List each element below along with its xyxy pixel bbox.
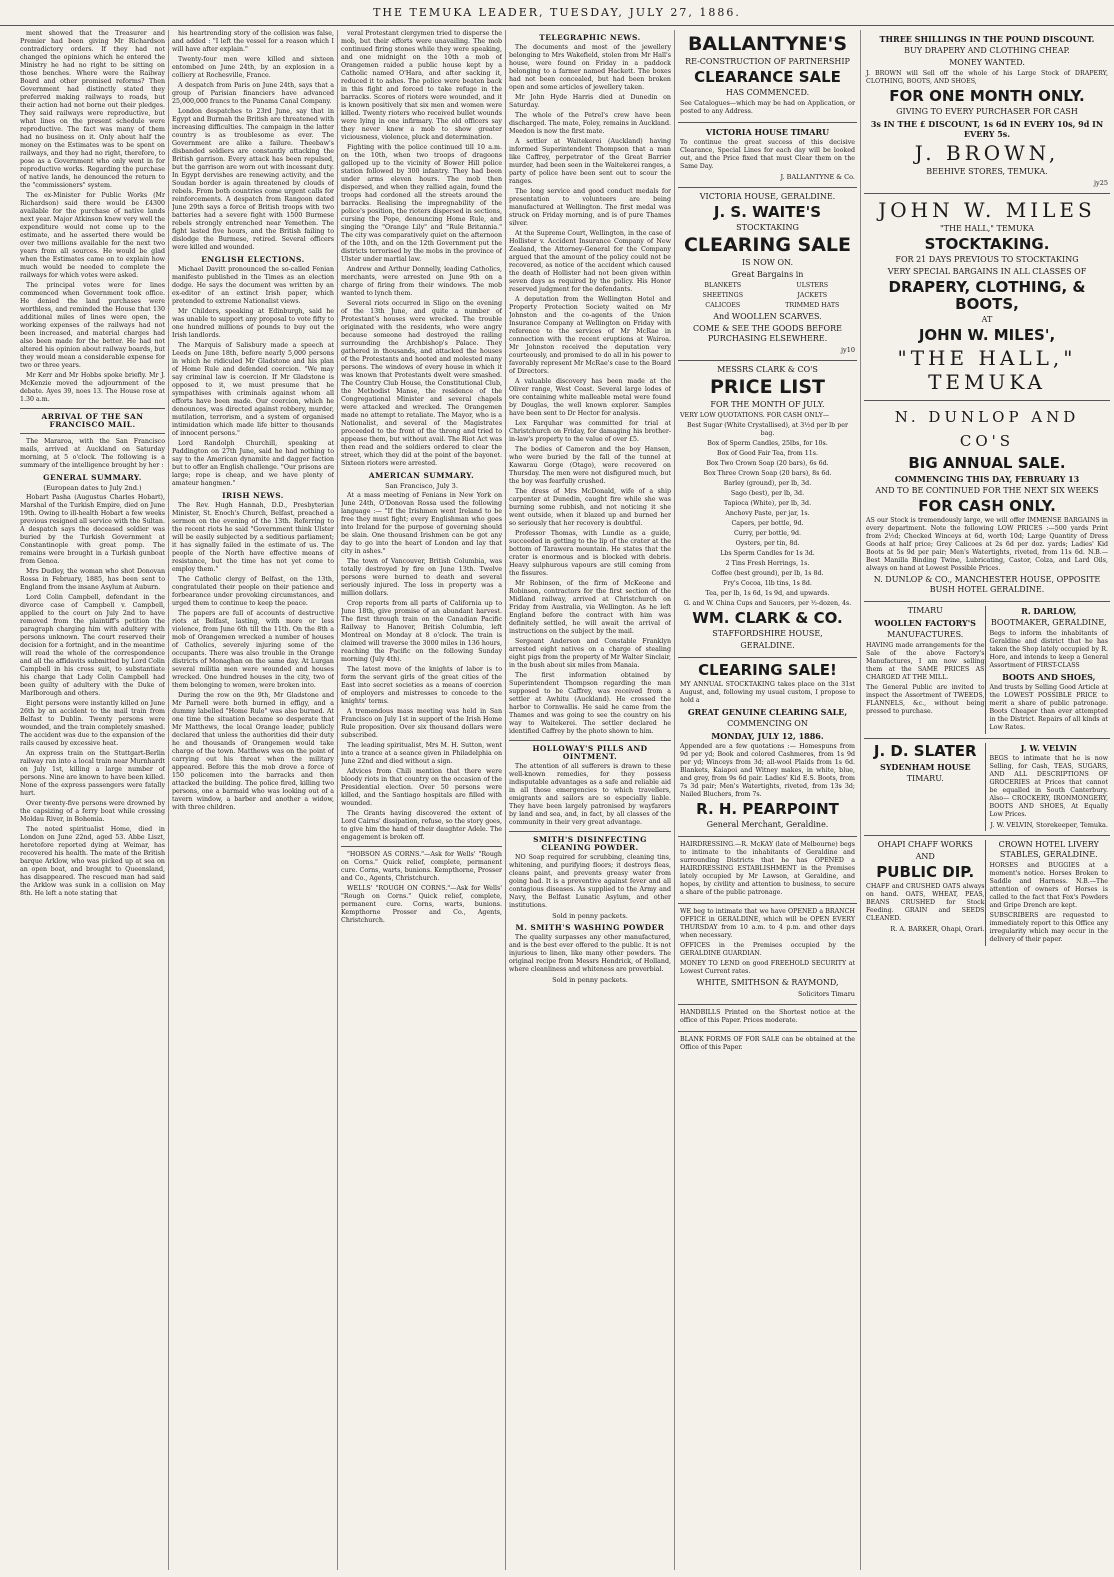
ad-title: STOCKTAKING. bbox=[924, 235, 1050, 253]
ad-line: STAFFORDSHIRE HOUSE, bbox=[712, 629, 823, 638]
list-item: Fry's Cocoa, 1lb tins, 1s 8d. bbox=[723, 580, 812, 587]
list-item: Lbs Sperm Candles for 1s 3d. bbox=[720, 550, 815, 557]
column-1 bbox=[20, 30, 165, 1570]
ad-text: BEGS to intimate that he is now Selling, for Cash, TEAS, SUGARS, AND ALL DESCRIPTIONS OF GROCERIES at Prices that cannot be equalled in South Canterbury. Also— CROCKERY, IRONMONGERY, BOOTS AND SHOES, At Equally Low Prices. bbox=[989, 755, 1108, 818]
price-list bbox=[680, 422, 855, 608]
article-paragraph: Mr Robinson, of the firm of McKeone and Robinson, contractors for the first section of the Midland railway, arrived at Christchurch on Friday from Australia, via Wellington. As he left England before the contract with him was definitely settled, he will await the arrival of instructions on the subject by the mail. bbox=[509, 580, 671, 635]
article-paragraph: The noted spiritualist Home, died in London on June 22nd, aged 53. Abbe Liszt, heretofore reported dying at Weimar, has recovered his health. The mate of the British barque Arklow, who was picked up at sea on an open boat, and brought to Queensland, has disappeared. The rescued man had said the Arklow was sunk in a collision on May 8th. He left a note stating that bbox=[20, 826, 165, 897]
article-paragraph: his heartrending story of the collision was false, and added : "I left the vessel for a reason which I will have after explain." bbox=[172, 30, 334, 53]
article-paragraph: The first information obtained by Superintendent Thompson regarding the man supposed to be Caffrey, was received from a settler at Awhitu (Auckland). He crossed the harbor to Cornwallis. He said he came from the Thames and was going to see the country on his way to Waitekerei. The settler declared he identified Caffrey by the photo shown to him. bbox=[509, 672, 671, 735]
divider bbox=[341, 846, 502, 847]
section-subheading: (European dates to July 2nd.) bbox=[43, 484, 142, 492]
brown-ad bbox=[864, 30, 1110, 193]
ad-line: STOCKTAKING bbox=[736, 223, 799, 232]
ad-title: CLEARANCE SALE bbox=[694, 68, 841, 86]
ad-text: CHAFF and CRUSHED OATS always on hand. OATS, WHEAT, PEAS, BEANS CRUSHED for Stock Feeding. GRAIN and SEEDS CLEANED. bbox=[866, 883, 985, 922]
bargain-list bbox=[680, 282, 855, 312]
ad-line: AND TO BE CONTINUED FOR THE NEXT SIX WEEKS bbox=[875, 486, 1099, 495]
ad-text: To continue the great success of this decisive Clearance, Special Lines for each day will be looked out, and the Price fixed that must Clear them on the Same Day. bbox=[680, 139, 855, 170]
ad-title: CLEARING SALE! bbox=[698, 661, 837, 679]
article-paragraph: Advices from Chili mention that there were bloody riots in that country on the occasion of the Presidential election. Over 50 persons were killed, and the Santiago hospitals are filled with wounded. bbox=[341, 768, 502, 807]
miles-ad bbox=[864, 193, 1110, 400]
article-paragraph: An express train on the Stuttgart-Berlin railway ran into a local train near Murnhardt on July 1st, killing a large number of persons. Nine are known to have been killed. None of the express passengers were fatally hurt. bbox=[20, 750, 165, 797]
ad-text: Appended are a few quotations :— Homespuns from 9d per yd; Book and colored Cashmeres, from 1s 9d per yd; Winceys from 3d; all-wool Plaids from 1s 6d. Blankets, Kaiapoi and Witney makes, in white, blue, and grey, from 9s 6d pair. Ladies' Kid E.S. Boots, from 7s 3d pair; Men's Watertights, riveted, from 13s 3d; Nailed Bluchers, from 7s. bbox=[680, 743, 855, 798]
list-item: Anchovy Paste, per jar, 1s. bbox=[725, 510, 810, 517]
ad-text: HAIRDRESSING.—R. McKAY (late of Melbourne) begs to intimate to the inhabitants of Geraldine and surrounding Districts that he has OPENED a HAIRDRESSING ESTABLISHMENT in the Premises lately occupied by Mr Lawson, at Geraldine, and hopes, by civility and attention to business, to secure a share of the public patronage. bbox=[680, 841, 855, 896]
waite-ad bbox=[678, 187, 857, 360]
advertisement-text: "HOBSON AS CORNS."—Ask for Wells' "Rough on Corns." Quick relief, complete, permanent cure. Corns, warts, bunions. Kempthorne, Prosser and Co., Agents, Christchurch. bbox=[341, 851, 502, 882]
article-paragraph: At the Supreme Court, Wellington, in the case of Hollister v. Accident Insurance Company of New Zealand, the Attorney-General for the Company argued that the amount of the policy could not be recovered, as notice of the accident which caused the death of Hollister had not been given within seven days as required by the policy. His Honor reserved judgment for the defendants. bbox=[509, 230, 671, 293]
article-paragraph: A deputation from the Wellington Hotel and Property Protection Society waited on Mr Johnston and the co-agents of the Union Insurance Company at Wellington on Friday with reference to the services of Mr McRae in connection with the recent eruptions at Wairoa. Mr Johnston received the deputation very courteously, and promised to do all in his power to favorably represent Mr McRae's case to the Board of Directors. bbox=[509, 296, 671, 375]
column-3 bbox=[341, 30, 502, 1570]
ad-text: HANDBILLS Printed on the Shortest notice at the office of this Paper. Prices moderate. bbox=[680, 1009, 855, 1024]
ad-title: FOR ONE MONTH ONLY. bbox=[889, 87, 1085, 105]
ad-line: IS NOW ON. bbox=[741, 258, 794, 267]
article-paragraph: Hobart Pasha (Augustus Charles Hobart), Marshal of the Turkish Empire, died on June 19th. Owing to ill-health Hobart a few weeks previous resigned all service with the Sultan. A despatch says the deceased soldier was buried by the Turkish Government at Constantinople with great pomp. The remains were brought in a Turkish gunboat from Genoa. bbox=[20, 494, 165, 565]
ad-line: TIMARU. bbox=[906, 774, 944, 783]
ad-title: R. H. PEARPOINT bbox=[696, 800, 839, 818]
ad-line: FOR THE MONTH OF JULY. bbox=[710, 400, 825, 409]
list-item: Sago (best), per lb, 3d. bbox=[730, 490, 805, 497]
ad-heading: SMITH'S DISINFECTING CLEANING POWDER. bbox=[533, 835, 647, 852]
list-item: Box of Good Fair Tea, from 11s. bbox=[716, 450, 818, 457]
ad-text: AS our Stock is tremendously large, we will offer IMMENSE BARGAINS in every department. Note the following LOW PRICES :—500 yards Print from 2½d; Checked Winceys at 6d, worth 10d; Large Quantity of Dress Goods at half price; Grey Calicoes at 2s 6d per doz. yards; Ladies' Kid Boots at 5s 9d per pair; Men's Watertights, riveted, from 11s 6d. N.B.—Best Manilla Binding Twine, Lubricating, Castor, Colza, and Lard Oils, always on hand at Lowest Possible Prices. bbox=[866, 517, 1108, 572]
ad-line: HAS COMMENCED. bbox=[725, 88, 810, 97]
column-5-ads bbox=[678, 30, 857, 1570]
section-heading: AMERICAN SUMMARY. bbox=[368, 471, 475, 480]
section-subheading: San Francisco, July 3. bbox=[385, 482, 458, 490]
article-paragraph: The long service and good conduct medals for presentation to volunteers are being manufactured at Wellington. The first medal was struck on Friday morning, and is of pure Thames silver. bbox=[509, 188, 671, 227]
column-4 bbox=[509, 30, 671, 1570]
ad-line: BEEHIVE STORES, TEMUKA. bbox=[926, 167, 1048, 176]
ad-line: MANUFACTURES. bbox=[887, 630, 964, 639]
divider bbox=[509, 740, 671, 741]
ad-line: MONEY WANTED. bbox=[949, 58, 1025, 67]
article-paragraph: The town of Vancouver, British Columbia, was totally destroyed by fire on June 13th. Twelve persons were burned to death and several seriously injured. The loss in property was a million dollars. bbox=[341, 558, 502, 597]
ad-title: JOHN W. MILES bbox=[878, 198, 1096, 222]
list-item: Oysters, per tin, 8d. bbox=[735, 540, 800, 547]
ad-line: Great Bargains in bbox=[731, 270, 804, 279]
ad-line: COMMENCING THIS DAY, FEBRUARY 13 bbox=[894, 474, 1080, 484]
ad-title: J. S. WAITE'S bbox=[713, 203, 822, 221]
list-item: Barley (ground), per lb, 3d. bbox=[723, 480, 812, 487]
ohapi-crown-row bbox=[864, 835, 1110, 950]
article-paragraph: Lex Farquhar was committed for trial at Christchurch on Friday, for damaging his brother-in-law's property to the value of over £5. bbox=[509, 420, 671, 443]
article-paragraph: Several riots occurred in Sligo on the evening of the 13th June, and quite a number of Protestant's houses were wrecked. The trouble originated with the residents, who were angry because someone had destroyed the railing surrounding the Archbishop's Palace. They gathered in thousands, and attacked the houses of the Protestants and hooted and molested many persons. The windows of every house in which it was known that Protestants dwelt were smashed. The Country Club House, the Constitutional Club, the Methodist Manse, the residence of the Congregational Minister and several chapels were attacked and wrecked. The Orangemen made no attempt to retaliate. The Mayor, who is a Nationalist, and several of the Magistrates proceeded to the front of the throng and tried to appease them, but without avail. The Riot Act was then read and the soldiers ordered to clear the street, which they did at the point of the bayonet. Sixteen rioters were arrested. bbox=[341, 300, 502, 467]
ad-line: "THE HALL," TEMUKA bbox=[939, 224, 1035, 233]
article-paragraph: Lord Colin Campbell, defendant in the divorce case of Campbell v. Campbell, applied to the court on July 2nd to have removed from the plaintiff's petition the paragraph charging him with adultery with persons unknown. The court reserved their decision for a fortnight, and in the meantime will read the whole of the correspondence and all the affidavits submitted by Lord Colin Campbell in his cross suit, to substantiate his charge that Lady Colin Campbell had been guilty of adultery with the Duke of Marlborough and others. bbox=[20, 594, 165, 697]
ad-title: DRAPERY, CLOTHING, & BOOTS, bbox=[888, 278, 1086, 313]
ad-line: AT bbox=[981, 315, 993, 324]
article-paragraph: The Catholic clergy of Belfast, on the 13th, congratulated their people on their patience and forbearance under provoking circumstances, and urged them to continue to keep the peace. bbox=[172, 576, 334, 607]
ad-signature: jy10 bbox=[841, 346, 855, 354]
list-item: JACKETS bbox=[797, 292, 828, 299]
ad-text: HORSES and BUGGIES at a moment's notice. Horses Broken to Saddle and Harness. N.B.—The attention of owners of Horses is called to the fact that Fox's Powders and Gripe Drench are kept. bbox=[989, 862, 1108, 909]
ad-signature: J. BALLANTYNE & Co. bbox=[780, 173, 855, 181]
ad-line: COME & SEE THE GOODS BEFORE PURCHASING ELSEWHERE. bbox=[693, 324, 842, 343]
list-item: Coffee (best ground), per lb, 1s 8d. bbox=[711, 570, 824, 577]
article-paragraph: The bodies of Cameron and the boy Hansen, who were buried by the fall of the tunnel at Kawarau Gorge (Otago), were recovered on Thursday. The men were not disfigured much, but the boy was fearfully crushed. bbox=[509, 446, 671, 485]
ad-line: GERALDINE. bbox=[740, 641, 795, 650]
ad-signature: J. W. VELVIN, Storekeeper, Temuka. bbox=[990, 821, 1108, 829]
ad-line: GREAT GENUINE CLEARING SALE, bbox=[687, 707, 848, 717]
ad-title: BIG ANNUAL SALE. bbox=[908, 454, 1066, 472]
article-paragraph: London despatches to 23rd June, say that in Egypt and Burmah the British are threatened with increasing difficulties. The campaign in the latter country is as troublesome as ever. The Government are alike a failure. Theebaw's disbanded soldiers are constantly attacking the British garrison. Every attack has been repulsed, but the garrison are worn out with incessant duty. In Egypt dervishes are renewing activity, and the Soudan border is again threatened by clouds of rebels. From both countries come urgent calls for reinforcements. A despatch from Rangoon dated June 29th says a force of British troops with two batteries had a severe fight with 1500 Burmese rebels strongly entrenched near Yemethen. The fight lasted five hours, and the British failing to dislodge the Burmese, retired. Several officers were killed and wounded. bbox=[172, 108, 334, 251]
ad-heading: HOLLOWAY'S PILLS AND OINTMENT. bbox=[532, 744, 648, 761]
article-paragraph: The Rev. Hugh Hannah, D.D., Presbyterian Minister, St. Enoch's Church, Belfast, preached a sermon on the evening of the 13th. Referring to the recent riots he said "Government think Ulster will be easily subjected by a seditious parliament; it has signally failed in the estimate of us. The people of the North have effective means of resistance, but the time has not yet come to employ them." bbox=[172, 502, 334, 573]
darlow-bootmaker-ad bbox=[985, 606, 1109, 734]
ad-line: N. DUNLOP & CO., MANCHESTER HOUSE, OPPOSITE BUSH HOTEL GERALDINE. bbox=[873, 575, 1101, 594]
column-6-ads bbox=[864, 30, 1110, 1570]
article-paragraph: Eight persons were instantly killed on June 26th by an accident to the mail train from Belfast to Dublin. Twenty persons were wounded, and the train completely smashed. The accident was due to the expansion of the rails caused by excessive heat. bbox=[20, 700, 165, 747]
advertisement-text: WELLS' "ROUGH ON CORNS."—Ask for Wells' "Rough on Corns." Quick relief, complete, permanent cure. Corns, warts, bunions. Kempthorne Prosser and Co., Agents, Christchurch. bbox=[341, 885, 502, 924]
article-paragraph: The Mararoa, with the San Francisco mails, arrived at Auckland on Saturday morning, at 5 o'clock. The following is a summary of the intelligence brought by her : bbox=[20, 438, 165, 469]
blank-forms-ad bbox=[678, 1031, 857, 1058]
velvin-ad bbox=[985, 743, 1109, 831]
ad-note: Sold in penny packets. bbox=[552, 912, 628, 920]
article-paragraph: During the row on the 9th, Mr Gladstone and Mr Parnell were both burned in effigy, and a dummy labelled "Home Rule" was also burned. At one time the situation became so desperate that Mr Matthews, the local Orange leader, publicly declared that unless the authorities did their duty he and thousands of Orangemen would take charge of the town. Matthews was on the point of carrying out his threat when the military appeared. Before this the mob drove a force of 150 policemen into the barracks and then attacked the building. The police fired, killing two persons, one a barmaid who was looking out of a tavern window, a barber and another a widow, with three children. bbox=[172, 692, 334, 811]
list-item: Curry, per bottle, 9d. bbox=[733, 530, 802, 537]
article-paragraph: Mr John Hyde Harris died at Dunedin on Saturday. bbox=[509, 94, 671, 109]
ad-title: J. BROWN, bbox=[914, 141, 1060, 165]
ad-text: J. BROWN will Sell off the whole of his Large Stock of DRAPERY, CLOTHING, BOOTS, AND SHOES, bbox=[866, 70, 1108, 85]
article-paragraph: A valuable discovery has been made at the Oliver range, West Coast. Several large lodes of ore containing white malleable metal were found by Douglas, the well known explorer. Samples have been sent to Dr Hector for analysis. bbox=[509, 378, 671, 417]
ad-title: BALLANTYNE'S bbox=[687, 33, 848, 55]
list-item: Tapioca (White), per lb, 3d. bbox=[723, 500, 812, 507]
article-paragraph: Michael Davitt pronounced the so-called Fenian manifesto published in the Times as an election dodge. He says the document was written by an ex-editor of an extinct Irish paper, which pretended to extreme Nationalist views. bbox=[172, 266, 334, 305]
article-paragraph: The papers are full of accounts of destructive riots at Belfast, lasting, with more or less violence, from June 6th till the 11th. On the 8th a mob of Orangemen wrecked a number of houses of Catholics, severely injuring some of the occupants. There was also trouble in the Orange districts of Monaghan on the same day. At Lurgan several militia men were wounded and houses wrecked. One hundred houses in the city, two of them belonging to women, were broken into. bbox=[172, 610, 334, 689]
ad-title: CLEARING SALE bbox=[683, 234, 852, 256]
ad-line: AND bbox=[915, 852, 935, 861]
section-heading: IRISH NEWS. bbox=[222, 491, 284, 500]
slater-ad bbox=[866, 743, 985, 831]
column-2 bbox=[172, 30, 334, 1570]
ad-text: MY ANNUAL STOCKTAKING takes place on the 31st August, and, following my usual custom, I propose to hold a bbox=[680, 681, 855, 704]
list-item: Capers, per bottle, 9d. bbox=[731, 520, 804, 527]
article-paragraph: The whole of the Petrel's crew have been discharged. The mate, Foley, remains in Auckland. Meedon is now the first mate. bbox=[509, 112, 671, 135]
article-paragraph: The documents and most of the jewellery belonging to Mrs Wakefield, stolen from Mr Hall's house, were found on Friday in a paddock belonging to a farmer named Hackett. The boxes had not been concealed, but had been broken open and some articles of jewellery taken. bbox=[509, 44, 671, 91]
ad-text: HAVING made arrangements for the Sale of the above Factory's Manufactures, I am now selling them at the SAME PRICES AS CHARGED AT THE MILL. bbox=[866, 642, 985, 681]
article-paragraph: The dress of Mrs McDonald, wife of a ship carpenter at Dunedin, caught fire while she was burning some rubbish, and not noticing it she went outside, when it blazed up and burned her so seriously that her recovery is doubtful. bbox=[509, 488, 671, 527]
ad-text: MONEY TO LEND on good FREEHOLD SECURITY at Lowest Current rates. bbox=[680, 960, 855, 975]
ad-title: PRICE LIST bbox=[710, 376, 825, 398]
clark-price-list-ad bbox=[678, 360, 857, 657]
article-paragraph: The Marquis of Salisbury made a speech at Leeds on June 18th, before nearly 5,000 persons in which he ridiculed Mr Gladstone and his plan of Home Rule and defended coercion. "We may say criminal law is coercion. If Mr Gladstone is opposed to it, we must presume that he sympathises with criminals against whom all efforts have been made. Our coercion, which he denounces, was directed against robbery, murder, mutilation, terrorism, and a system of organised intimidation which made life bitter to thousands of innocent persons." bbox=[172, 342, 334, 437]
article-paragraph: veral Protestant clergymen tried to disperse the mob, but their efforts were unavailing. The mob continued firing stones while they were speaking, and one midnight on the 10th a mob of Orangemen raided a public house kept by a Catholic named O'Hara, and after sacking it, reduced it to ashes. The police were beaten back in this fight and forced to take refuge in the barracks. Scores of rioters were wounded, and it is known positively that six men and women were killed. Twenty rioters who received bullet wounds were lying in one infirmary. The old officers say they never knew a mob to show greater viciousness, violence, pluck and determination. bbox=[341, 30, 502, 141]
article-paragraph: Sergeant Anderson and Constable Franklyn arrested eight natives on a charge of stealing eight pigs from the property of Mr Walter Sinclair, in the bush about six miles from Manaia. bbox=[509, 638, 671, 669]
article-paragraph: Over twenty-five persons were drowned by the capsizing of a ferry boat while crossing Moldau River, in Bohemia. bbox=[20, 800, 165, 823]
ad-line: TIMARU bbox=[907, 606, 943, 615]
ad-line: BOOTMAKER, GERALDINE, bbox=[990, 618, 1107, 627]
article-paragraph: Lord Randolph Churchill, speaking at Paddington on 27th June, said he had nothing to say to the American dynamite and dagger faction but to offer an English challenge. "Our prisons are large; rope is cheap, and we have plenty of amateur hangmen." bbox=[172, 440, 334, 487]
list-item: CALICOES bbox=[705, 302, 741, 309]
ad-line: FOR 21 DAYS PREVIOUS TO STOCKTAKING bbox=[895, 255, 1079, 264]
ohapi-ad bbox=[866, 840, 985, 946]
list-item: ULSTERS bbox=[796, 282, 829, 289]
list-item: TRIMMED HATS bbox=[785, 302, 840, 309]
ad-title: FOR CASH ONLY. bbox=[918, 497, 1056, 515]
column-rule bbox=[168, 30, 169, 1570]
list-item: G. and W. China Cups and Saucers, per ½-dozen, 4s. bbox=[683, 600, 852, 607]
section-heading: GENERAL SUMMARY. bbox=[43, 473, 142, 482]
ad-title: WM. CLARK & CO. bbox=[692, 609, 843, 627]
ad-line: And WOOLLEN SCARVES. bbox=[713, 312, 822, 321]
ad-title: R. DARLOW, bbox=[1021, 606, 1077, 616]
advertisement-text: The quality surpasses any other manufactured, and is the best ever offered to the public. It is not injurious to linen, like many other powders. The original recipe from Messrs Hendrick, of Holland, where cleanliness and whiteness are proverbial. bbox=[509, 934, 671, 973]
crown-hotel-ad bbox=[985, 840, 1109, 946]
ad-line: General Merchant, Geraldine. bbox=[706, 820, 829, 829]
list-item: 2 Tins Fresh Herrings, 1s. bbox=[725, 560, 810, 567]
divider bbox=[509, 831, 671, 832]
article-paragraph: Mr Childers, speaking at Edinburgh, said he was unable to support any proposal to vote fifty to one hundred millions of pounds to buy out the Irish landlords. bbox=[172, 308, 334, 339]
ad-line: 3s IN THE £ DISCOUNT, 1s 6d IN EVERY 10s, 9d IN EVERY 5s. bbox=[870, 119, 1104, 139]
pearpoint-ad bbox=[678, 657, 857, 836]
article-paragraph: A tremendous mass meeting was held in San Francisco on July 1st in support of the Irish Home Rule proposition. Over six thousand dollars were subscribed. bbox=[341, 708, 502, 739]
victoria-house-ad bbox=[678, 122, 857, 187]
section-heading: ARRIVAL OF THE SAN FRANCISCO MAIL. bbox=[41, 412, 144, 429]
ad-text: WE beg to intimate that we have OPENED a BRANCH OFFICE in GERALDINE, which will be OPEN EVERY THURSDAY from 10 a.m. to 4 p.m. and other days when necessary. bbox=[680, 908, 855, 939]
ad-signature: Solicitors Timaru bbox=[797, 990, 855, 998]
ad-line: RE-CONSTRUCTION OF PARTNERSHIP bbox=[685, 57, 850, 66]
ad-note: Sold in penny packets. bbox=[552, 976, 628, 984]
ad-line: BUY DRAPERY AND CLOTHING CHEAP. bbox=[904, 46, 1070, 55]
section-heading: TELEGRAPHIC NEWS. bbox=[539, 33, 641, 42]
article-paragraph: The ex-Minister for Public Works (Mr Richardson) said there would be £4300 available for the purchase of native lands next year. Major Atkinson knew very well the expenditure would not come up to the estimate, and he asserted there would be over two millions available for the next two years from all sources. He would be glad when the Estimates came on to explain how much would be needed to complete the railways for which votes were asked. bbox=[20, 192, 165, 279]
article-paragraph: A despatch from Paris on June 24th, says that a group of Parisian financiers have advanced 25,000,000 francs to the Panama Canal Company. bbox=[172, 82, 334, 105]
ad-text: VERY LOW QUOTATIONS. FOR CASH ONLY— bbox=[680, 412, 830, 419]
article-paragraph: A settler at Waitekerei (Auckland) having informed Superintendent Thompson that a man like Caffrey, perpetrator of the Great Barrier murder, had been seen in the Waitekerei ranges, a party of police have been sent out to scour the ranges. bbox=[509, 138, 671, 185]
solicitors-ad bbox=[678, 903, 857, 1004]
article-paragraph: Mr Kerr and Mr Hobbs spoke briefly. Mr J. McKenzie moved the adjournment of the debate. Ayes 39, noes 13. The House rose at 1.30 a.m. bbox=[20, 372, 165, 403]
mckay-hairdresser-ad bbox=[678, 836, 857, 903]
advertisement-text: NO Soap required for scrubbing, cleaning tins, whitening, and purifying floors; it destroys fleas, cleans paint, and prevents greasy water from going bad. It is a preventive against fever and all contagious diseases. As supplied to the Army and Navy, the Belfast Lunatic Asylum, and other institutions. bbox=[509, 854, 671, 909]
list-item: Best Sugar (White Crystallised), at 3½d per lb per bag. bbox=[687, 422, 848, 437]
ad-line: COMMENCING ON bbox=[727, 719, 808, 728]
ad-line: MESSRS CLARK & CO'S bbox=[717, 365, 818, 374]
advertisement-text: The attention of all sufferers is drawn to these well-known remedies, for they possess indisputable advantages as a safe and reliable aid in all those emergencies to which travellers, emigrants and sailors are so especially liable. They have been largely patronised by wayfarers by land and sea, and, in fact, by all classes of the community in their very great advantage. bbox=[509, 763, 671, 826]
ad-title: PUBLIC DIP. bbox=[876, 863, 975, 881]
column-rule bbox=[860, 30, 861, 1570]
article-paragraph: Mrs Dudley, the woman who shot Donovan Rossa in February, 1885, has been sent to England from the insane Asylum at Auburn. bbox=[20, 568, 165, 591]
ad-text: And trusts by Selling Good Article at the LOWEST POSSIBLE PRICE to merit a share of public patronage. Boots Cheaper than ever attempted in the District. Repairs of all kinds at Low Rates. bbox=[989, 684, 1108, 731]
divider bbox=[20, 433, 165, 434]
ad-text: SUBSCRIBERS are requested to immediately report to this Office any irregularity which may occur in the delivery of their paper. bbox=[989, 912, 1108, 943]
slater-velvin-row bbox=[864, 738, 1110, 835]
article-paragraph: Professor Thomas, with Lundie as a guide, succeeded in getting to the lip of the crater at the bottom of Tarawera mountain. He states that the crater is enormous and is blocked with debris. Heavy sulphurous vapours are still coming from the fissures. bbox=[509, 530, 671, 577]
column-rule bbox=[337, 30, 338, 1570]
ad-line: SYDENHAM HOUSE bbox=[879, 762, 971, 772]
divider bbox=[20, 408, 165, 409]
article-paragraph: Crop reports from all parts of California up to June 18th, give promise of an abundant harvest. The first through train on the Canadian Pacific Railway to Hanover, British Columbia, left Montreal on Monday at 8 o'clock. The train is claimed will traverse the 3000 miles in 136 hours, reaching the Pacific on the following Sunday morning (July 4th). bbox=[341, 600, 502, 663]
article-paragraph: At a mass meeting of Fenians in New York on June 24th, O'Donovan Rossa used the following language :— "If the Irishmen went Ireland to be free they must fight; every Englishman who goes into Ireland for the purpose of governing should be slain. One thousand Irishmen can be got any day to go into the heart of London and lay that city in ashes." bbox=[341, 492, 502, 555]
article-paragraph: The latest move of the knights of labor is to form the servant girls of the great cities of the East into secret societies as a means of coercion of employers and mistresses to concede to the knights' terms. bbox=[341, 666, 502, 705]
column-rule bbox=[505, 30, 506, 1570]
list-item: Tea, per lb, 1s 6d, 1s 9d, and upwards. bbox=[705, 590, 830, 597]
ad-text: BLANK FORMS OF FOR SALE can be obtained at the Office of this Paper. bbox=[680, 1036, 855, 1051]
ad-line: THREE SHILLINGS IN THE POUND DISCOUNT. bbox=[879, 34, 1095, 44]
ad-title: "THE HALL," TEMUKA bbox=[897, 346, 1077, 394]
ad-line: OHAPI CHAFF WORKS bbox=[877, 840, 973, 849]
ad-line: GIVING TO EVERY PURCHASER FOR CASH bbox=[896, 107, 1078, 116]
ad-title: J. W. VELVIN bbox=[1020, 743, 1077, 753]
list-item: Box Two Crown Soap (20 bars), 6s 6d. bbox=[706, 460, 829, 467]
ad-title: BOOTS AND SHOES, bbox=[1002, 672, 1096, 682]
masthead: THE TEMUKA LEADER, TUESDAY, JULY 27, 1886. bbox=[0, 0, 1114, 26]
ad-title: JOHN W. MILES', bbox=[918, 326, 1056, 344]
article-paragraph: Andrew and Arthur Donnelly, leading Catholics, merchants, were arrested on June 9th on a charge of firing from their windows. The mob wanted to lynch them. bbox=[341, 266, 502, 297]
handbills-ad bbox=[678, 1004, 857, 1031]
article-paragraph: Twenty-four men were killed and sixteen entombed on June 24th, by an explosion in a colliery at Rochesville, France. bbox=[172, 56, 334, 79]
list-item: SHEETINGS bbox=[702, 292, 744, 299]
woollen-factory-ad bbox=[866, 606, 985, 734]
woollen-darlow-row bbox=[864, 601, 1110, 738]
article-paragraph: Fighting with the police continued till 10 a.m. on the 10th, when two troops of dragoons galloped up to the vicinity of Bower Hill police station followed by 300 infantry. They had been under arms eleven hours. The mob then dispersed, and when they rallied again, found the troops had cordoned all the streets around the barracks. Realising the impregnability of the police's position, the rioters dispersed in sections, cursing the Pope, denouncing Home Rule, and singing the "Orange Lily" and "Rule Britannia." The city was comparatively quiet on the afternoon of the 10th, and on the 12th Government put the districts terrorised by the mobs in the province of Ulster under martial law. bbox=[341, 144, 502, 263]
article-paragraph: ment showed that the Treasurer and Premier had been giving Mr Richardson contradictory orders. If they had not changed the opinions which he entered the Ministry he had no right to be sitting on those benches. Where were the Railway Board and other promised reforms? Then Government had distinctly stated they preferred making railways to roads, but their action had not borne out their pledges. They said railways were reproductive, but what lines on the present schedule were reproductive. The fact was many of them had no business on it. Only about half the money on the Estimates was to be spent on railways, and they had no right, therefore, to pose as a Government who only went in for reproductive works. Regarding the purchase of native lands, he denounced the return to the "commissioners" system. bbox=[20, 30, 165, 189]
ad-signature: jy25 bbox=[1094, 179, 1108, 187]
ad-line: MONDAY, JULY 12, 1886. bbox=[711, 731, 824, 741]
ad-title: N. DUNLOP AND CO'S bbox=[894, 408, 1080, 450]
column-rule bbox=[674, 30, 675, 1570]
ad-text: Begs to inform the inhabitants of Geraldine and district that he has taken the Shop lately occupied by R. Hore, and intends to keep a General Assortment of FIRST-CLASS bbox=[989, 630, 1108, 669]
article-paragraph: The principal votes were for lines commenced when Government took office. He denied the land purchases were worthless, and reminded the House that 130 additional miles of lines were open, the working expenses of the railways had not been increased, and material charges had also been made for the better. He had not altered his opinion about railway boards, but they would mean a considerable expense for two or three years. bbox=[20, 282, 165, 369]
ad-signature: R. A. BARKER, Ohapi, Orari. bbox=[890, 925, 985, 933]
ad-text: See Catalogues—which may be had on Application, or posted to any Address. bbox=[680, 100, 855, 115]
ad-text: OFFICES in the Premises occupied by the GERALDINE GUARDIAN. bbox=[680, 942, 855, 957]
ad-title: WOOLLEN FACTORY'S bbox=[874, 618, 976, 628]
list-item: Box Three Crown Soap (20 bars), 8s 6d. bbox=[703, 470, 832, 477]
ad-title: J. D. SLATER bbox=[873, 742, 977, 760]
ad-line: VERY SPECIAL BARGAINS IN ALL CLASSES OF bbox=[887, 267, 1087, 276]
dunlop-ad bbox=[864, 400, 1110, 601]
article-paragraph: The leading spiritualist, Mrs M. H. Sutton, went into a trance at a seance given in Philadelphia on June 22nd and died without a sign. bbox=[341, 742, 502, 765]
list-item: BLANKETS bbox=[704, 282, 742, 289]
ad-line: CROWN HOTEL LIVERY STABLES, GERALDINE. bbox=[998, 840, 1099, 859]
section-heading: ENGLISH ELECTIONS. bbox=[201, 255, 305, 264]
ad-title: VICTORIA HOUSE TIMARU bbox=[705, 127, 830, 137]
list-item: Box of Sperm Candles, 25lbs, for 10s. bbox=[707, 440, 828, 447]
article-paragraph: The Grants having discovered the extent of Lord Cairns' dissipation, refuse, so the story goes, to give him the hand of their daughter Adele. The engagement is broken off. bbox=[341, 810, 502, 841]
ad-line: WHITE, SMITHSON & RAYMOND, bbox=[696, 978, 839, 987]
ballantyne-ad bbox=[678, 30, 857, 122]
ad-line: VICTORIA HOUSE, GERALDINE. bbox=[699, 192, 836, 201]
ad-heading: M. SMITH'S WASHING POWDER bbox=[515, 923, 665, 932]
ad-text: The General Public are invited to inspect the Assortment of TWEEDS, FLANNELS, &c., without being pressed to purchase. bbox=[866, 684, 985, 715]
